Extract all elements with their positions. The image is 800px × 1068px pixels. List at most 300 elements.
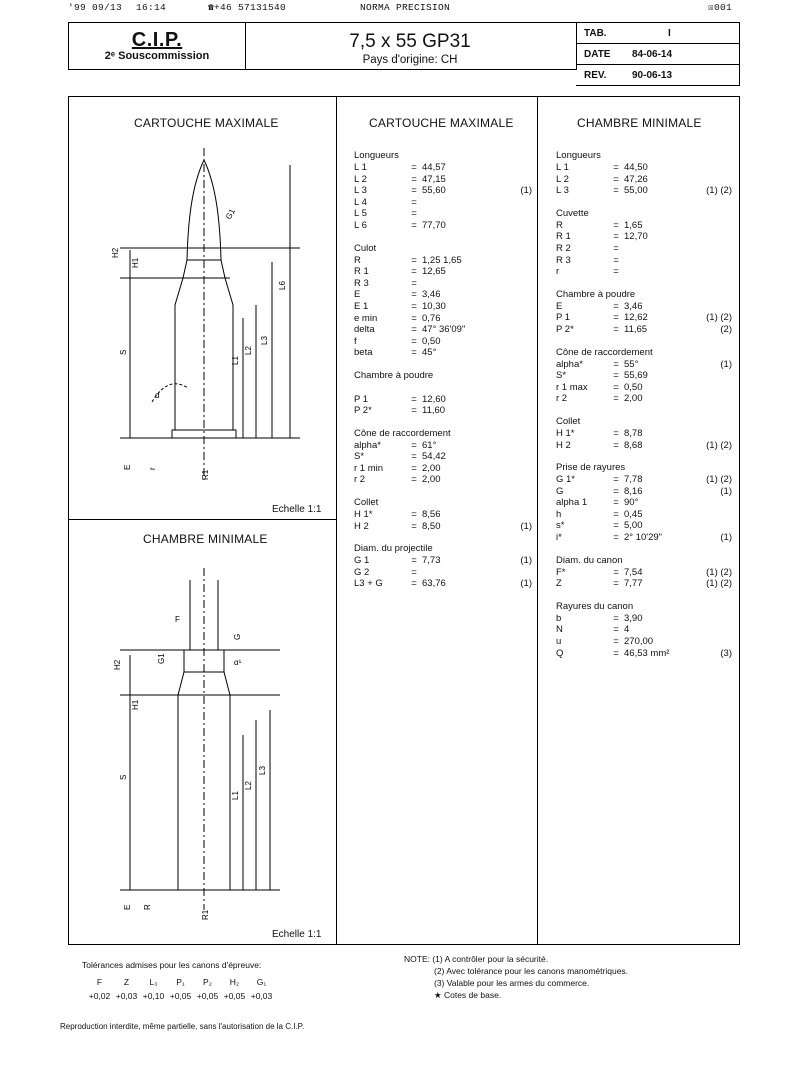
spec-note: (1) [720, 358, 732, 370]
spec-eq: = [411, 578, 417, 590]
spec-row [556, 301, 732, 313]
tab-label: TAB. [584, 27, 607, 39]
spec-group-title: Chambre à poudre [556, 288, 636, 300]
spec-row [556, 220, 732, 232]
spec-name: R [354, 254, 361, 266]
spec-eq: = [613, 312, 619, 324]
spec-eq [406, 382, 422, 394]
spec-row [556, 497, 732, 509]
spec-row [354, 509, 532, 521]
spec-note [696, 509, 732, 521]
tolerance-value: +0,05 [196, 991, 219, 1001]
tolerance-value: +0,03 [250, 991, 273, 1001]
spec-value: 63,76 [422, 578, 446, 590]
note-1: NOTE: (1) A contrôler pour la sécurité. [404, 954, 549, 964]
spec-eq: = [411, 300, 417, 312]
spec-eq: = [613, 647, 619, 659]
chamber-specs [556, 150, 732, 670]
tolerance-value: +0,03 [115, 991, 138, 1001]
chamber-drawing [80, 560, 330, 925]
spec-eq: = [411, 185, 417, 197]
spec-row [354, 394, 532, 406]
spec-value: 0,50 [422, 335, 441, 347]
spec-value: 12,65 [422, 266, 446, 278]
spec-row [354, 567, 532, 579]
svg-text:H1: H1 [131, 257, 140, 268]
spec-value: 8,56 [422, 509, 441, 521]
spec-note [494, 313, 532, 325]
spec-row [556, 532, 732, 544]
spec-group [556, 150, 732, 197]
tolerance-label: G₁ [256, 977, 267, 987]
spec-note [494, 220, 532, 232]
svg-text:L1: L1 [231, 791, 240, 800]
spec-name: S* [354, 451, 365, 463]
tolerance-values [86, 991, 275, 1001]
spec-row [556, 324, 732, 336]
divider-left [68, 519, 336, 520]
spec-note [494, 162, 532, 174]
spec-value: 1,65 [624, 219, 643, 231]
spec-row [556, 370, 732, 382]
spec-eq: = [411, 173, 417, 185]
spec-eq: = [411, 393, 417, 405]
spec-group [556, 416, 732, 451]
spec-name: alpha 1 [556, 497, 588, 509]
spec-eq: = [613, 185, 619, 197]
fax-page: ☒001 [708, 2, 733, 13]
spec-eq: = [613, 520, 619, 532]
org-sub: 2ᵉ Souscommission [104, 50, 210, 62]
spec-note: (2) [720, 323, 732, 335]
spec-note [696, 370, 732, 382]
svg-text:α¹: α¹ [234, 658, 242, 667]
spec-row [354, 463, 532, 475]
spec-name: R 1 [354, 266, 369, 278]
spec-name: delta [354, 324, 375, 336]
spec-note [696, 174, 732, 186]
spec-note: (1) [520, 520, 532, 532]
spec-name: L 1 [556, 162, 569, 173]
spec-note [696, 220, 732, 232]
spec-value [624, 243, 696, 255]
svg-text:L6: L6 [278, 281, 287, 290]
spec-value [422, 382, 494, 394]
spec-row [556, 255, 732, 267]
spec-name: G 1* [556, 474, 576, 486]
spec-row [556, 613, 732, 625]
svg-text:G1: G1 [157, 653, 166, 664]
cartridge-title: 7,5 x 55 GP31 [349, 31, 471, 52]
spec-name: E [556, 300, 563, 312]
svg-text:L1: L1 [231, 356, 240, 365]
spec-name: L 3 [354, 185, 367, 197]
spec-note [696, 266, 732, 278]
scale-1: Echelle 1:1 [272, 504, 322, 515]
spec-value: 11,65 [624, 323, 648, 335]
spec-name: r 1 max [556, 381, 588, 393]
spec-eq: = [411, 555, 417, 567]
spec-row [556, 509, 732, 521]
spec-row [354, 578, 532, 590]
spec-row [354, 301, 532, 313]
spec-note: (1) (2) [706, 566, 732, 578]
spec-group-title: Diam. du projectile [354, 543, 433, 555]
spec-row [556, 636, 732, 648]
spec-name: L 1 [354, 162, 367, 173]
spec-name: L3 + G [354, 578, 383, 590]
svg-text:L3: L3 [260, 336, 269, 345]
spec-name: r 2 [556, 393, 568, 405]
spec-name: u [556, 636, 562, 648]
spec-value [422, 208, 494, 220]
spec-eq: = [613, 636, 619, 648]
spec-eq: = [411, 196, 417, 208]
spec-row [354, 313, 532, 325]
spec-eq: = [411, 162, 417, 173]
spec-eq: = [613, 393, 619, 405]
spec-name: H 2 [354, 520, 369, 532]
spec-row [354, 324, 532, 336]
spec-value: 3,90 [624, 612, 643, 624]
fax-sender: NORMA PRECISION [360, 2, 451, 13]
spec-note [494, 324, 532, 336]
spec-value: 46,53 mm² [624, 647, 670, 659]
spec-name: L 5 [354, 208, 367, 220]
spec-name: L 3 [556, 185, 569, 197]
spec-eq: = [613, 566, 619, 578]
spec-row [354, 336, 532, 348]
spec-value [422, 567, 494, 579]
spec-row [354, 197, 532, 209]
title-box [244, 22, 577, 70]
mid-title: CARTOUCHE MAXIMALE [369, 116, 514, 130]
spec-group-title: Rayures du canon [556, 600, 634, 612]
spec-value: 12,70 [624, 231, 648, 243]
spec-group [556, 555, 732, 590]
svg-text:H2: H2 [113, 659, 122, 670]
spec-row [354, 521, 532, 533]
svg-text:H1: H1 [131, 699, 140, 710]
fax-phone: ☎+46 57131540 [208, 2, 287, 13]
spec-value [624, 255, 696, 267]
tolerance-value: +0,05 [223, 991, 246, 1001]
spec-note [494, 336, 532, 348]
spec-group-title: Collet [556, 415, 581, 427]
spec-name: Q [556, 647, 564, 659]
cartridge-specs [354, 150, 532, 601]
spec-eq: = [411, 509, 417, 521]
spec-eq: = [411, 324, 417, 336]
spec-name: L 2 [556, 173, 569, 185]
spec-row [556, 440, 732, 452]
spec-value: 90° [624, 497, 639, 509]
spec-eq: = [613, 219, 619, 231]
spec-name: s* [556, 520, 565, 532]
spec-eq: = [613, 370, 619, 382]
spec-row [354, 185, 532, 197]
spec-group-title: Longueurs [556, 150, 601, 161]
spec-note: (3) [720, 647, 732, 659]
spec-value: 8,50 [422, 520, 441, 532]
spec-eq: = [613, 231, 619, 243]
spec-eq: = [613, 474, 619, 486]
spec-eq: = [411, 266, 417, 278]
spec-note [494, 174, 532, 186]
spec-eq: = [411, 451, 417, 463]
spec-name: alpha* [354, 439, 381, 451]
spec-eq: = [613, 612, 619, 624]
spec-name [354, 382, 406, 394]
spec-row [556, 474, 732, 486]
spec-eq: = [411, 462, 417, 474]
svg-text:α: α [155, 391, 160, 400]
spec-row [354, 174, 532, 186]
spec-value: 2° 10'29" [624, 532, 663, 544]
rev-value: 90-06-13 [632, 69, 673, 81]
org-name: C.I.P. [131, 29, 183, 51]
spec-name: H 2 [556, 439, 571, 451]
spec-note: (1) [520, 555, 532, 567]
spec-name: S* [556, 370, 567, 382]
right-title: CHAMBRE MINIMALE [577, 116, 702, 130]
spec-value: 55° [624, 358, 639, 370]
spec-value: 3,46 [624, 300, 643, 312]
spec-name: i* [556, 532, 562, 544]
spec-note [494, 289, 532, 301]
spec-row [556, 382, 732, 394]
spec-value: 8,68 [624, 439, 643, 451]
spec-note [696, 162, 732, 174]
spec-row [354, 405, 532, 417]
svg-text:L2: L2 [244, 781, 253, 790]
spec-value: 270,00 [624, 636, 654, 648]
spec-eq: = [411, 289, 417, 301]
spec-name: F* [556, 566, 566, 578]
spec-row [354, 278, 532, 290]
org-box [68, 22, 246, 70]
spec-note [494, 451, 532, 463]
spec-value: 2,00 [422, 474, 441, 486]
spec-note [696, 255, 732, 267]
spec-row [556, 486, 732, 498]
spec-eq: = [613, 532, 619, 544]
spec-note [494, 463, 532, 475]
tab-box [576, 22, 740, 86]
spec-row [556, 393, 732, 405]
spec-group [354, 370, 532, 417]
spec-name: G [556, 485, 564, 497]
spec-value: 45° [422, 347, 437, 359]
spec-note: (1) (2) [706, 578, 732, 590]
spec-note: (1) [520, 185, 532, 197]
spec-value: 77,70 [422, 219, 446, 231]
spec-note [696, 382, 732, 394]
spec-row [354, 289, 532, 301]
spec-value: 7,78 [624, 474, 643, 486]
divider-bottom [68, 944, 739, 945]
spec-name: N [556, 624, 563, 636]
spec-eq: = [411, 219, 417, 231]
spec-eq: = [613, 254, 619, 266]
spec-note [696, 636, 732, 648]
spec-note [494, 347, 532, 359]
tolerance-label: L₃ [149, 977, 158, 987]
spec-name: R 3 [354, 277, 369, 289]
spec-eq: = [411, 312, 417, 324]
spec-name: r [556, 266, 560, 278]
svg-text:F: F [175, 615, 180, 624]
spec-row [354, 162, 532, 174]
tolerance-label: F [96, 977, 103, 987]
spec-row [354, 451, 532, 463]
spec-eq: = [613, 300, 619, 312]
spec-group-title: Culot [354, 242, 377, 254]
spec-name: r 1 min [354, 462, 384, 474]
spec-eq: = [613, 266, 619, 278]
spec-eq: = [411, 254, 417, 266]
spec-value: 44,57 [422, 162, 446, 173]
spec-value: 2,00 [422, 462, 441, 474]
spec-note: (1) [720, 532, 732, 544]
spec-value: 1,25 1,65 [422, 254, 462, 266]
spec-note: (1) (2) [706, 185, 732, 197]
spec-eq: = [411, 405, 417, 417]
spec-note [494, 382, 532, 394]
spec-name: E [354, 289, 361, 301]
spec-note [696, 231, 732, 243]
date-value: 84-06-14 [632, 48, 673, 60]
tolerance-label: H₂ [229, 977, 240, 987]
spec-value: 12,62 [624, 312, 648, 324]
spec-note [696, 428, 732, 440]
spec-eq: = [613, 427, 619, 439]
spec-note [696, 301, 732, 313]
origin: Pays d'origine: CH [362, 54, 458, 66]
spec-name: R 2 [556, 242, 571, 254]
spec-value: 54,42 [422, 451, 446, 463]
spec-row [556, 185, 732, 197]
spec-name: b [556, 612, 562, 624]
spec-group-title: Chambre à poudre [354, 369, 434, 381]
tolerances-title: Tolérances admises pour les canons d'épreuve: [82, 960, 262, 970]
left-cartridge-title: CARTOUCHE MAXIMALE [134, 116, 279, 130]
spec-group [556, 347, 732, 405]
spec-note [494, 301, 532, 313]
spec-group [354, 428, 532, 486]
svg-text:R: R [143, 904, 152, 910]
spec-eq: = [613, 381, 619, 393]
tolerance-value: +0,05 [169, 991, 192, 1001]
left-chamber-title: CHAMBRE MINIMALE [143, 532, 268, 546]
spec-row [556, 624, 732, 636]
spec-eq: = [613, 439, 619, 451]
spec-value: 61° [422, 439, 437, 451]
spec-name: E 1 [354, 300, 369, 312]
spec-row [556, 578, 732, 590]
spec-value [422, 197, 494, 209]
spec-note [494, 394, 532, 406]
note-4: ★ Cotes de base. [434, 990, 502, 1000]
spec-value: 2,00 [624, 393, 643, 405]
spec-note [494, 266, 532, 278]
spec-group-title: Cuvette [556, 207, 589, 219]
spec-name: H 1* [556, 427, 575, 439]
spec-row [556, 174, 732, 186]
spec-value: 11,60 [422, 405, 446, 417]
spec-eq: = [411, 208, 417, 220]
spec-value: 47,15 [422, 173, 446, 185]
svg-text:R1: R1 [201, 469, 210, 480]
spec-note [696, 497, 732, 509]
spec-group [556, 208, 732, 278]
spec-row [354, 440, 532, 452]
spec-value: 10,30 [422, 300, 446, 312]
spec-note [494, 197, 532, 209]
tolerance-label: Z [123, 977, 130, 987]
spec-value: 47,26 [624, 173, 648, 185]
spec-eq: = [411, 277, 417, 289]
spec-name: P 1 [354, 393, 369, 405]
spec-name: h [556, 508, 562, 520]
tolerance-value: +0,10 [142, 991, 165, 1001]
spec-note [494, 440, 532, 452]
spec-row [556, 567, 732, 579]
spec-group-title: Prise de rayures [556, 462, 626, 474]
spec-row [354, 347, 532, 359]
spec-name: r 2 [354, 474, 366, 486]
cartridge-drawing [80, 140, 330, 500]
spec-note [494, 567, 532, 579]
spec-name: R 3 [556, 254, 571, 266]
spec-row [354, 382, 532, 394]
spec-group-title: Diam. du canon [556, 554, 623, 566]
spec-name: H 1* [354, 509, 373, 521]
svg-text:S: S [119, 774, 128, 780]
svg-text:H2: H2 [111, 247, 120, 258]
spec-note: (1) (2) [706, 439, 732, 451]
spec-row [556, 162, 732, 174]
divider-2 [537, 96, 538, 944]
spec-value: 0,50 [624, 381, 643, 393]
spec-group-title: Cône de raccordement [354, 427, 451, 439]
spec-eq: = [613, 508, 619, 520]
spec-name: Z [556, 578, 562, 590]
spec-value [624, 266, 696, 278]
spec-value: 12,60 [422, 393, 446, 405]
spec-name: L 2 [354, 173, 367, 185]
spec-group [354, 497, 532, 532]
spec-value: 55,69 [624, 370, 648, 382]
spec-name: f [354, 335, 357, 347]
date-label: DATE [584, 48, 611, 60]
spec-note [696, 520, 732, 532]
spec-group [354, 243, 532, 359]
spec-name: P 1 [556, 312, 571, 324]
fax-date: '99 09/13 [68, 2, 123, 13]
spec-eq: = [411, 439, 417, 451]
spec-row [354, 208, 532, 220]
tolerance-label: P₁ [176, 977, 185, 987]
spec-group-title: Collet [354, 497, 379, 509]
spec-value: 7,73 [422, 555, 441, 567]
spec-eq: = [411, 566, 417, 578]
spec-row [354, 555, 532, 567]
spec-eq: = [613, 578, 619, 590]
spec-name: P 2* [556, 323, 574, 335]
spec-row [556, 231, 732, 243]
footer-text: Reproduction interdite, même partielle, sans l'autorisation de la C.I.P. [60, 1022, 305, 1031]
